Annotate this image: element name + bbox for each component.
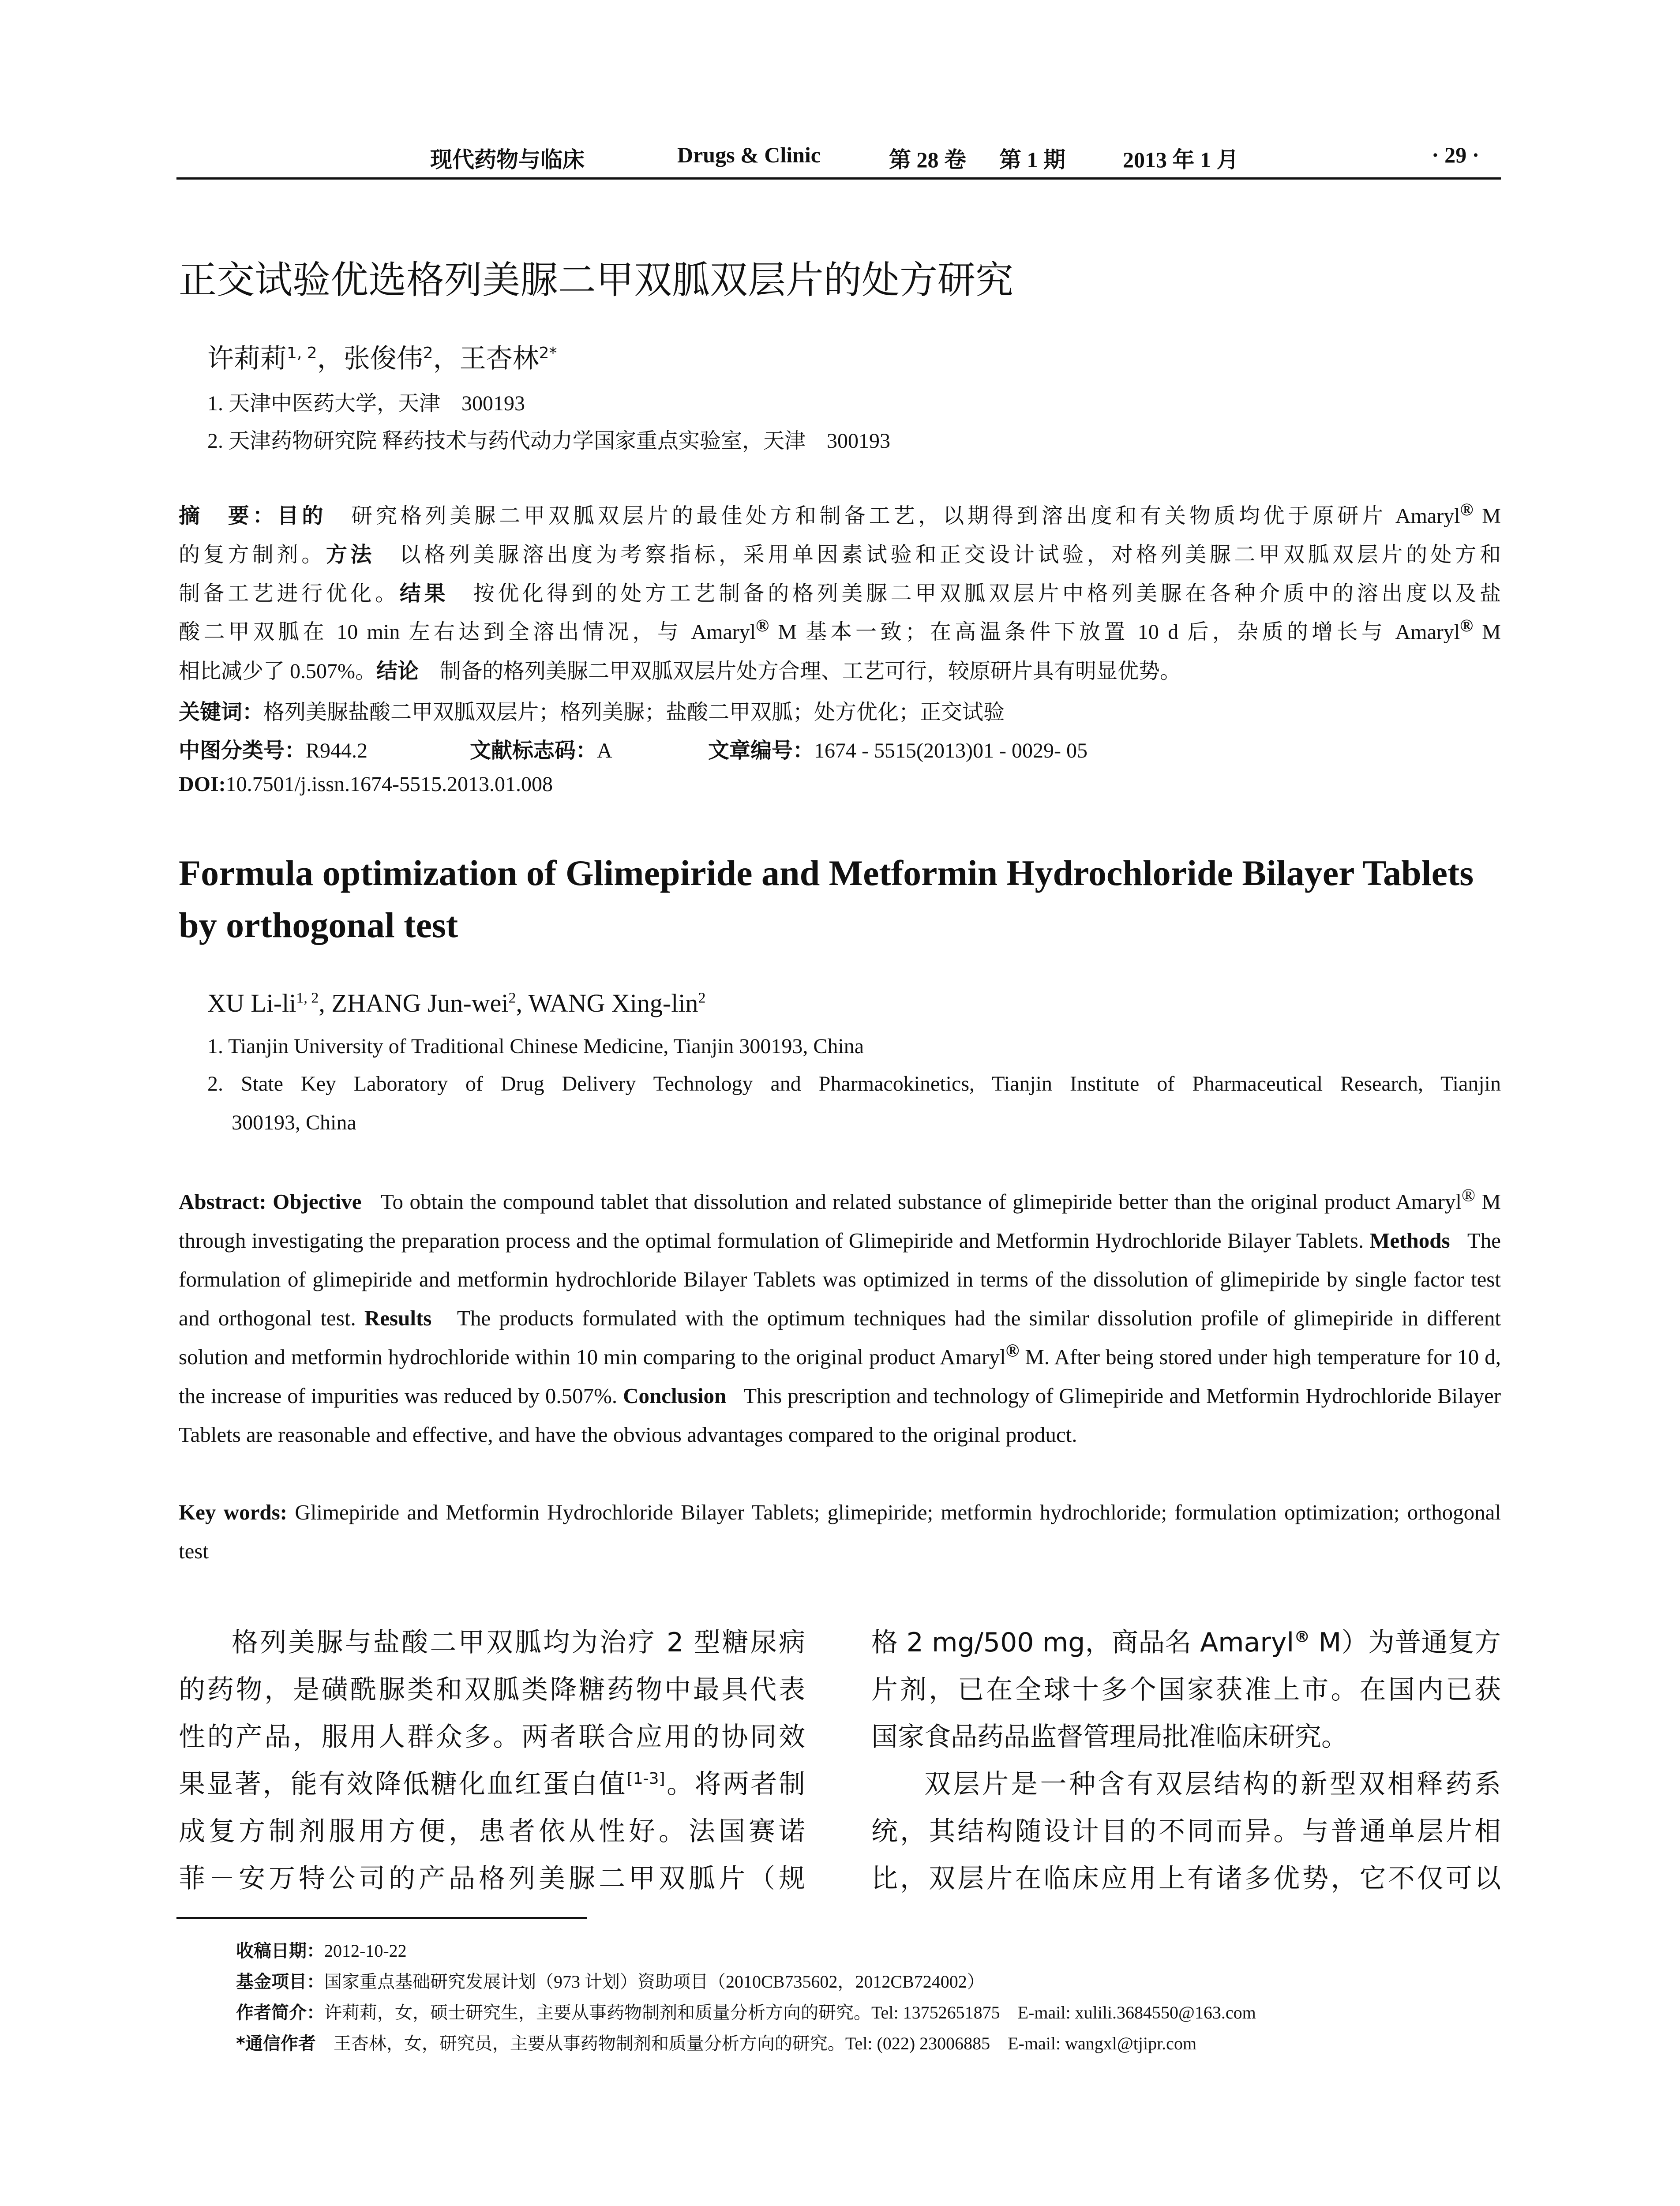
objective-label: Objective [273, 1189, 362, 1214]
abstract-text: M 基本一致；在高温条件下放置 10 d 后，杂质的增长与 Amaryl [769, 620, 1460, 644]
registered-mark: ® [1294, 1628, 1310, 1646]
author-name: , WANG Xing-lin [516, 989, 698, 1017]
author-affil-mark: 2 [508, 990, 516, 1006]
footnote-rule [176, 1917, 587, 1919]
conclusion-label: 结论 [376, 659, 419, 683]
keywords-label: Key words: [179, 1500, 287, 1524]
article-number [708, 733, 1088, 764]
body-text: M）为普通复方 [1310, 1627, 1501, 1658]
doi-value: 10.7501/j.issn.1674-5515.2013.01.008 [225, 773, 553, 796]
abstract-text: 研究格列美脲二甲双胍双层片的最佳处方和制备工艺，以期得到溶出度和有关物质均优于原研片 Amaryl [351, 504, 1460, 528]
footnote-received [236, 1937, 407, 1962]
objective-label: 目的 [277, 503, 327, 528]
registered-mark: ® [756, 615, 769, 635]
body-line [179, 1761, 805, 1808]
methods-label: Methods [1369, 1228, 1450, 1253]
body-line: 的药物，是磺酰脲类和双胍类降糖药物中最具代表 [179, 1674, 805, 1705]
header-rule [176, 177, 1501, 180]
abstract-text: 的复方制剂。 [179, 543, 326, 567]
footnote-corresponding [236, 2030, 1196, 2055]
body-line: 成复方制剂服用方便，患者依从性好。法国赛诺 [179, 1816, 805, 1847]
author-name: , ZHANG Jun-wei [319, 989, 509, 1017]
abstract-label: Abstract: [179, 1189, 266, 1214]
corresponding-text: 王杏林，女，研究员，主要从事药物制剂和质量分析方向的研究。Tel: (022) 23006885 E-mail: wangxl@tjipr.com [333, 2033, 1197, 2053]
footnote-fund [236, 1968, 985, 1993]
body-text: 格 2 mg/500 mg，商品名 Amaryl [871, 1627, 1294, 1658]
page-number: · 29 · [1432, 143, 1480, 167]
registered-mark: ® [1460, 615, 1473, 635]
keywords-cn [179, 695, 1005, 725]
author-name: 张俊伟 [343, 343, 423, 374]
clc-number [179, 733, 368, 764]
author-affil-mark: 1, 2 [287, 344, 317, 362]
author-info-label: 作者简介： [236, 2003, 324, 2023]
author-name: XU Li-li [207, 989, 296, 1017]
body-line: 片剂，已在全球十多个国家获准上市。在国内已获 [871, 1674, 1501, 1705]
registered-mark: ® [1005, 1340, 1020, 1361]
doi-label: DOI: [179, 773, 226, 796]
body-column-right [871, 1619, 1501, 1902]
abstract-text: 制备工艺进行优化。 [179, 582, 400, 605]
affiliation-en: 300193, China [232, 1111, 356, 1134]
keywords-en [179, 1493, 1501, 1571]
body-line: 统，其结构随设计目的不同而异。与普通单层片相 [871, 1816, 1501, 1847]
abstract-text: 制备的格列美脲二甲双胍双层片处方合理、工艺可行，较原研片具有明显优势。 [440, 660, 1181, 683]
author-affil-mark: 2* [539, 344, 557, 362]
abstract-text: M [1473, 504, 1501, 528]
objective-text: M through investigating the preparation process and the optimal formulation of Glimepiride and Metformin Hydrochloride Bilayer Tablets. [179, 1189, 1501, 1253]
abstract-cn-line [179, 574, 1501, 613]
author-affil-mark: 2 [423, 344, 433, 362]
abstract-cn-line [179, 613, 1501, 652]
affiliation-en: 1. Tianjin University of Traditional Chinese Medicine, Tianjin 300193, China [207, 1035, 864, 1058]
body-column-left [179, 1619, 805, 1902]
author-name: 王杏林 [459, 343, 539, 374]
abstract-label: 摘 要： [179, 503, 278, 528]
methods-label: 方法 [326, 542, 375, 567]
keywords-label: 关键词： [179, 700, 264, 724]
body-line: 格列美脲与盐酸二甲双胍均为治疗 2 型糖尿病 [232, 1627, 805, 1658]
article-number-label: 文章编号： [708, 738, 814, 763]
abstract-text: 相比减少了 0.507%。 [179, 660, 376, 683]
abstract-text: M [1473, 620, 1501, 644]
abstract-text: 酸二甲双胍在 10 min 左右达到全溶出情况，与 Amaryl [179, 620, 756, 644]
objective-text: To obtain the compound tablet that dissolution and related substance of glimepiride better than the original product Amaryl [380, 1189, 1462, 1214]
methods-text: The formulation of glimepiride and metformin hydrochloride Bilayer Tablets was optimized in terms of the dissolution of glimepiride by single factor test and orthogonal test. [179, 1228, 1501, 1330]
journal-name-cn: 现代药物与临床 [430, 147, 585, 173]
issue-date: 2013 年 1 月 [1123, 147, 1239, 172]
affiliation-en: 2. State Key Laboratory of Drug Delivery Technology and Pharmacokinetics, Tianjin Institute of Pharmaceutical Research, Tianjin [207, 1072, 1501, 1095]
doi [179, 772, 553, 796]
body-line: 性的产品，服用人群众多。两者联合应用的协同效 [179, 1722, 805, 1752]
clc-value: R944.2 [306, 739, 368, 762]
received-label: 收稿日期： [236, 1941, 324, 1961]
footnote-author [236, 1999, 1256, 2024]
registered-mark: ® [1461, 1185, 1475, 1205]
affiliation-cn: 1. 天津中医药大学，天津 300193 [207, 392, 525, 415]
registered-mark: ® [1460, 499, 1474, 519]
abstract-text: 以格列美脲溶出度为考察指标，采用单因素试验和正交设计试验，对格列美脲二甲双胍双层片的处方和 [399, 543, 1501, 567]
authors-en [207, 988, 705, 1018]
author-affil-mark: 1, 2 [296, 990, 319, 1006]
fund-text: 国家重点基础研究发展计划（973 计划）资助项目（2010CB735602，2012CB724002） [324, 1972, 985, 1992]
body-line: 双层片是一种含有双层结构的新型双相释药系 [924, 1769, 1501, 1800]
body-line: 比，双层片在临床应用上有诸多优势，它不仅可以 [871, 1863, 1501, 1894]
results-text: M. After being stored under high temperature for 10 d, the increase of impurities was reduced by 0.507%. [179, 1345, 1501, 1408]
results-label: Results [364, 1306, 432, 1330]
article-title-en: Formula optimization of Glimepiride and Metformin Hydrochloride Bilayer Tablets by orthogonal test [179, 853, 1474, 945]
body-line: 菲－安万特公司的产品格列美脲二甲双胍片（规 [179, 1863, 805, 1894]
abstract-cn-line [179, 652, 1181, 691]
abstract-text: 按优化得到的处方工艺制备的格列美脲二甲双胍双层片中格列美脲在各种介质中的溶出度以及盐 [473, 582, 1501, 605]
abstract-en [179, 1182, 1501, 1454]
document-code-label: 文献标志码： [470, 738, 597, 763]
journal-name-en: Drugs & Clinic [677, 143, 821, 167]
article-number-value: 1674 - 5515(2013)01 - 0029- 05 [814, 739, 1088, 762]
fund-label: 基金项目： [236, 1972, 324, 1992]
abstract-cn-line [179, 496, 1501, 536]
body-line: 国家食品药品监督管理局批准临床研究。 [871, 1722, 1348, 1752]
document-code-value: A [597, 739, 612, 762]
authors-cn [207, 338, 557, 375]
results-label: 结果 [399, 581, 449, 606]
article-title-cn: 正交试验优选格列美脲二甲双胍双层片的处方研究 [179, 258, 1013, 302]
body-text: 。将两者制 [665, 1769, 806, 1800]
author-info-text: 许莉莉，女，硕士研究生，主要从事药物制剂和质量分析方向的研究。Tel: 13752651875 E-mail: xulili.3684550@163.com [324, 2003, 1256, 2022]
author-separator: ， [317, 343, 344, 374]
citation: [1-3] [626, 1770, 665, 1788]
issue: 第 1 期 [999, 147, 1065, 172]
author-affil-mark: 2 [698, 990, 706, 1006]
keywords-text: Glimepiride and Metformin Hydrochloride Bilayer Tablets; glimepiride; metformin hydrochloride; formulation optimization; orthogonal test [179, 1500, 1501, 1563]
conclusion-label: Conclusion [623, 1384, 727, 1408]
body-line [871, 1619, 1501, 1666]
clc-label: 中图分类号： [179, 738, 306, 763]
conclusion-text: This prescription and technology of Glimepiride and Metformin Hydrochloride Bilayer Tablets are reasonable and effective, and have the obvious advantages compared to the original product. [179, 1384, 1501, 1447]
corresponding-label: *通信作者 [236, 2033, 316, 2054]
results-text: The products formulated with the optimum techniques had the similar dissolution profile of glimepiride in different solution and metformin hydrochloride within 10 min comparing to the original product Amaryl [179, 1306, 1501, 1369]
author-separator: ， [433, 343, 460, 374]
affiliation-cn: 2. 天津药物研究院 释药技术与药代动力学国家重点实验室，天津 300193 [207, 429, 891, 453]
keywords-text: 格列美脲盐酸二甲双胍双层片；格列美脲；盐酸二甲双胍；处方优化；正交试验 [263, 701, 1005, 724]
body-text: 果显著，能有效降低糖化血红蛋白值 [179, 1769, 627, 1800]
volume: 第 28 卷 [889, 147, 966, 172]
author-name: 许莉莉 [207, 343, 287, 374]
received-date: 2012-10-22 [324, 1941, 407, 1961]
document-code [470, 733, 612, 764]
abstract-cn-line [179, 535, 1501, 574]
